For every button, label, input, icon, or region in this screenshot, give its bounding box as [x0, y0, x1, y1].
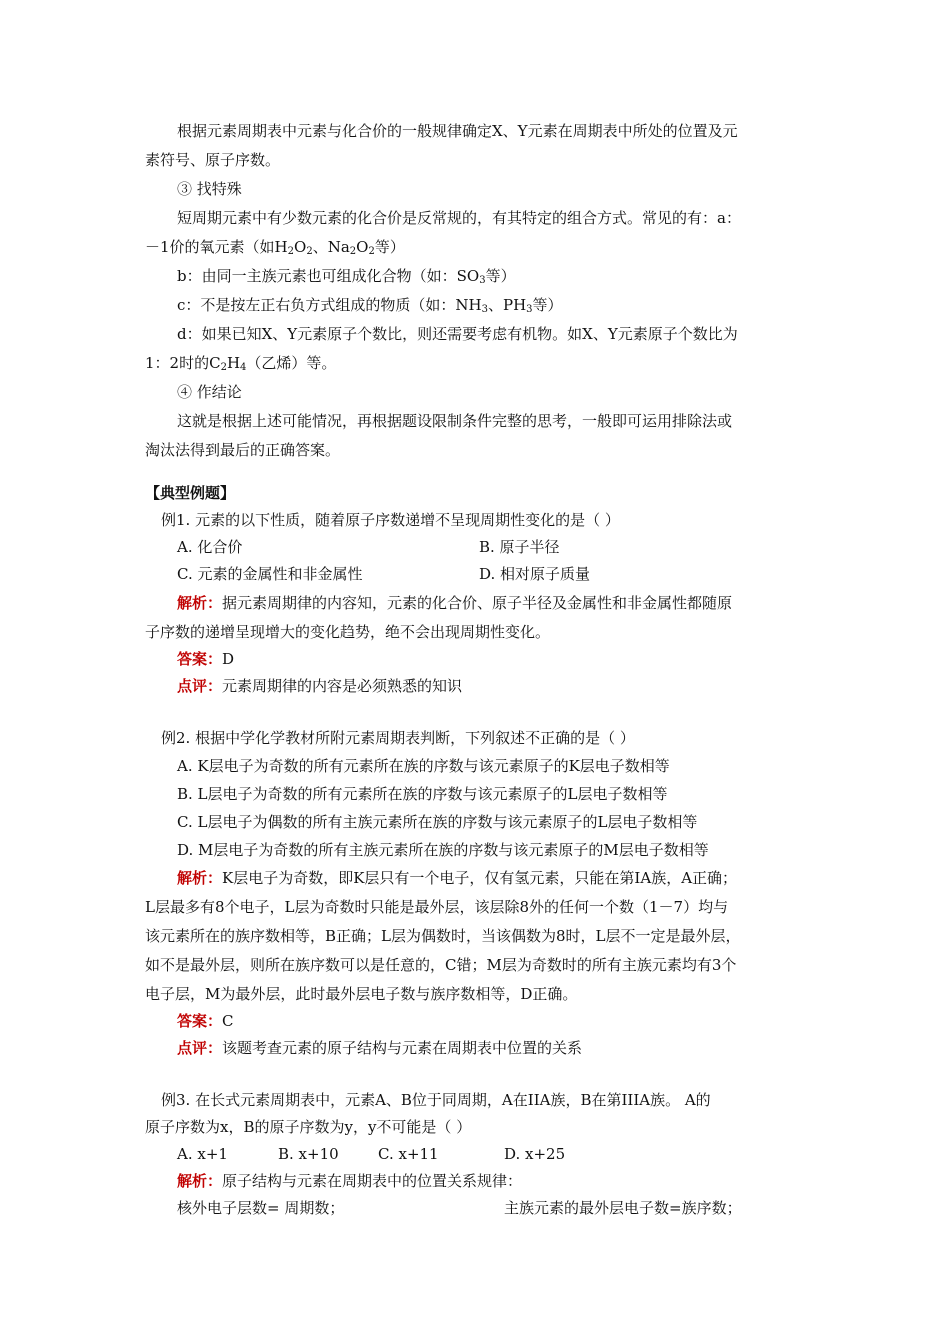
ex2-option-d: D. M层电子为奇数的所有主族元素所在族的序数与该元素原子的M层电子数相等: [177, 841, 709, 859]
ex1-option-d: D. 相对原子质量: [479, 565, 591, 583]
ex3-question-line-2: 原子序数为x，B的原子序数为y，y不可能是（ ）: [145, 1118, 472, 1136]
intro-line-2: 素符号、原子序数。: [145, 151, 281, 169]
section-title: 【典型例题】: [145, 484, 236, 502]
ex1-option-c: C. 元素的金属性和非金属性: [177, 565, 363, 583]
special-line-b: b：由同一主族元素也可组成化合物（如：$SO_3$等）: [177, 267, 516, 286]
ex2-option-a: A. K层电子为奇数的所有元素所在族的序数与该元素原子的K层电子数相等: [177, 757, 670, 775]
ex1-comment: 点评：元素周期律的内容是必须熟悉的知识: [177, 677, 463, 695]
special-line-c: c：不是按左正右负方式组成的物质（如：$NH_3$、$PH_3$等）: [177, 296, 563, 315]
analysis-label: 解析：: [177, 594, 223, 612]
ex3-option-d: D. x+25: [504, 1145, 566, 1163]
ex3-option-a: A. x+1: [177, 1145, 228, 1163]
ex1-analysis-line-2: 子序数的递增呈现增大的变化趋势，绝不会出现周期性变化。: [145, 623, 551, 641]
ex3-rule-1: 核外电子层数= 周期数；: [177, 1199, 345, 1217]
ex2-analysis-line-5: 电子层，M为最外层，此时最外层电子数与族序数相等，D正确。: [145, 985, 578, 1003]
comment-label: 点评：: [177, 677, 223, 695]
ex2-option-b: B. L层电子为奇数的所有元素所在族的序数与该元素原子的L层电子数相等: [177, 785, 668, 803]
special-line-d-2: 1：2时的$C_2H_4$（乙烯）等。: [145, 354, 337, 373]
ex1-option-a: A. 化合价: [177, 538, 243, 556]
special-line-1: 短周期元素中有少数元素的化合价是反常规的，有其特定的组合方式。常见的有：a：: [177, 209, 741, 227]
analysis-label: 解析：: [177, 869, 223, 887]
ex3-option-b: B. x+10: [278, 1145, 339, 1163]
ex2-option-c: C. L层电子为偶数的所有主族元素所在族的序数与该元素原子的L层电子数相等: [177, 813, 698, 831]
ex2-analysis-line-1: 解析：K层电子为奇数，即K层只有一个电子，仅有氢元素，只能在第IA族，A正确；: [177, 869, 738, 887]
answer-label: 答案：: [177, 1012, 223, 1030]
ex3-question-line-1: 例3. 在长式元素周期表中，元素A、B位于同周期，A在IIA族，B在第IIIA族。 A的: [161, 1091, 711, 1109]
ex1-analysis-line-1: 解析：据元素周期律的内容知，元素的化合价、原子半径及金属性和非金属性都随原: [177, 594, 733, 612]
special-line-d-1: d：如果已知X、Y元素原子个数比，则还需要考虑有机物。如X、Y元素原子个数比为: [177, 325, 738, 343]
intro-line-1: 根据元素周期表中元素与化合价的一般规律确定X、Y元素在周期表中所处的位置及元: [177, 122, 738, 140]
ex3-rule-2: 主族元素的最外层电子数=族序数；: [504, 1199, 742, 1217]
special-line-a: －1价的氧元素（如$H_2O_2$、$Na_2O_2$等）: [145, 238, 405, 257]
ex2-answer: 答案：C: [177, 1012, 234, 1030]
ex1-option-b: B. 原子半径: [479, 538, 560, 556]
ex3-option-c: C. x+11: [378, 1145, 439, 1163]
ex2-comment: 点评：该题考查元素的原子结构与元素在周期表中位置的关系: [177, 1039, 583, 1057]
ex2-question: 例2. 根据中学化学教材所附元素周期表判断，下列叙述不正确的是（ ）: [161, 729, 635, 747]
analysis-label: 解析：: [177, 1172, 223, 1190]
step-conclusion: ④ 作结论: [177, 383, 242, 401]
answer-label: 答案：: [177, 650, 223, 668]
ex1-answer: 答案：D: [177, 650, 235, 668]
ex2-analysis-line-2: L层最多有8个电子，L层为奇数时只能是最外层，该层除8外的任何一个数（1－7）均与: [145, 898, 729, 916]
ex2-analysis-line-4: 如不是最外层，则所在族序数可以是任意的，C错；M层为奇数时的所有主族元素均有3个: [145, 956, 737, 974]
conclusion-line-1: 这就是根据上述可能情况，再根据题设限制条件完整的思考，一般即可运用排除法或: [177, 412, 733, 430]
ex3-analysis-line-1: 解析：原子结构与元素在周期表中的位置关系规律：: [177, 1172, 523, 1190]
step-find-special: ③ 找特殊: [177, 180, 242, 198]
conclusion-line-2: 淘汰法得到最后的正确答案。: [145, 441, 341, 459]
ex1-question: 例1. 元素的以下性质，随着原子序数递增不呈现周期性变化的是（ ）: [161, 511, 620, 529]
comment-label: 点评：: [177, 1039, 223, 1057]
ex2-analysis-line-3: 该元素所在的族序数相等，B正确；L层为偶数时，当该偶数为8时，L层不一定是最外层，: [145, 927, 741, 945]
